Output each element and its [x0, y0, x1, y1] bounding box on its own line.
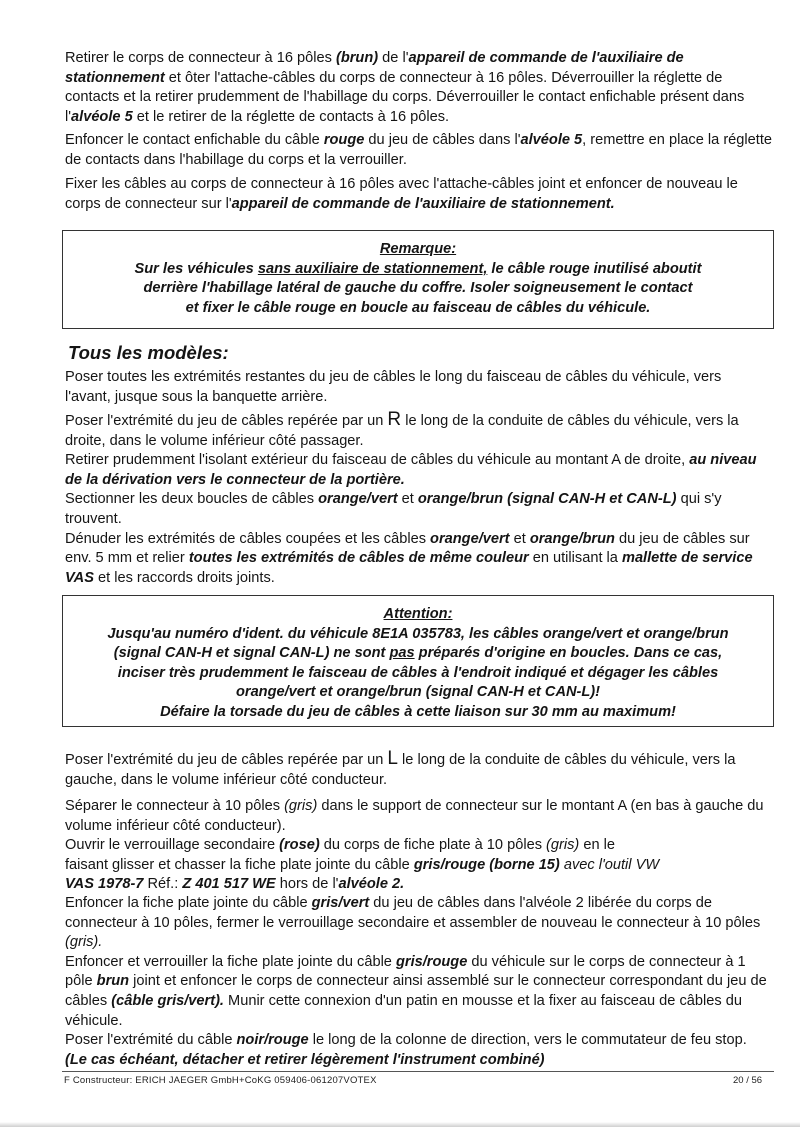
scan-edge — [0, 1122, 800, 1127]
paragraph-right-side-can: Poser l'extrémité du jeu de câbles repérée par un R le long de la conduite de câbles du véhicule, vers la droite, dans le volume inférieur côté passager. Retirer prudemment l'isolant extérieur du faisceau de câbles du véhicule au montant A de droite, au niveau de la dérivation vers le connecteur de la portière. Sectionner les deux boucles de câbles orange/vert et orange/brun (signal CAN-H et CAN-L) qui s'y trouvent. Dénuder les extrémités de câbles coupées et les câbles orange/vert et orange/brun du jeu de câbles sur env. 5 mm et relier toutes les extrémités de câbles de même couleur en utilisant la mallette de service VAS et les raccords droits joints. — [65, 409, 757, 586]
attention-box — [62, 595, 774, 727]
paragraph-insert-red-contact: Enfoncer le contact enfichable du câble rouge du jeu de câbles dans l'alvéole 5, remettre en place la réglette de contacts dans l'habillage du corps et la verrouiller. — [65, 132, 772, 168]
marker-l: L — [387, 748, 398, 769]
footer-manufacturer: F Constructeur: ERICH JAEGER GmbH+CoKG 059406-061207VOTEX — [64, 1075, 377, 1086]
footer-divider — [62, 1071, 774, 1072]
remark-title: Remarque: — [379, 241, 457, 257]
paragraph-fix-cables: Fixer les câbles au corps de connecteur à 16 pôles avec l'attache-câbles joint et enfoncer de nouveau le corps de connecteur sur l'appareil de commande de l'auxiliaire de stationnement. — [65, 176, 738, 212]
attention-title: Attention: — [383, 606, 453, 622]
paragraph-10-pole-connector: Séparer le connecteur à 10 pôles (gris) dans le support de connecteur sur le montant A (en bas à gauche du volume inférieur côté conducteur). Ouvrir le verrouillage secondaire (rose) du corps de fiche plate à 10 pôles (gris) en le faisant glisser et chasser la fiche plate jointe du câble gris/rouge (borne 15) avec l'outil VW VAS 1978-7 Réf.: Z 401 517 WE hors de l'alvéole 2. — [65, 798, 764, 893]
paragraph-route-cables: Poser toutes les extrémités restantes du jeu de câbles le long du faisceau de câbles du véhicule, vers l'avant, jusque sous la banquette arrière. — [65, 369, 722, 405]
page-number: 20 / 56 — [733, 1075, 763, 1086]
remark-box — [62, 230, 774, 329]
paragraph-brake-switch: Poser l'extrémité du câble noir/rouge le long de la colonne de direction, vers le commutateur de feu stop. (Le cas échéant, détacher et retirer légèrement l'instrument combiné) — [65, 1032, 747, 1068]
paragraph-remove-connector: Retirer le corps de connecteur à 16 pôles (brun) de l'appareil de commande de l'auxiliaire de stationnement et ôter l'attache-câbles du corps de connecteur à 16 pôles. Déverrouiller la réglette de contacts et la retirer prudemment de l'habillage du corps. Déverrouiller le contact enfichable présent dans l'alvéole 5 et le retirer de la réglette de contacts à 16 pôles. — [65, 50, 745, 125]
paragraph-left-side: Poser l'extrémité du jeu de câbles repérée par un L le long de la conduite de câbles du véhicule, vers la gauche, dans le volume inférieur côté conducteur. — [65, 748, 736, 788]
remark-text: Sur les véhicules sans auxiliaire de stationnement, le câble rouge inutilisé aboutit derrière l'habillage latéral de gauche du coffre. Isoler soigneusement le contact et fixer le câble rouge en boucle au faisceau de câbles du véhicule. — [134, 260, 702, 316]
section-heading: Tous les modèles: — [68, 342, 229, 363]
paragraph-grey-green-cable: Enfoncer la fiche plate jointe du câble gris/vert du jeu de câbles dans l'alvéole 2 libérée du corps de connecteur à 10 pôles, fermer le verrouillage secondaire et assembler de nouveau le connecteur à 10 pôles (gris). Enfoncer et verrouiller la fiche plate jointe du câble gris/rouge du véhicule sur le corps de connecteur à 1 pôle brun joint et enfoncer le corps de connecteur ainsi assemblé sur le connecteur correspondant du jeu de câbles (câble gris/vert). Munir cette connexion d'un patin en mousse et la fixer au faisceau de câbles du véhicule. — [65, 895, 767, 1029]
attention-text: Jusqu'au numéro d'ident. du véhicule 8E1A 035783, les câbles orange/vert et orange/brun (signal CAN-H et signal CAN-L) ne sont pas préparés d'origine en boucles. Dans ce cas, inciser très prudemment le faisceau de câbles à l'endroit indiqué et dégager les câbles orange/vert et orange/brun (signal CAN-H et CAN-L)! Défaire la torsade du jeu de câbles à cette liaison sur 30 mm au maximum! — [107, 625, 729, 720]
marker-r: R — [387, 409, 402, 430]
